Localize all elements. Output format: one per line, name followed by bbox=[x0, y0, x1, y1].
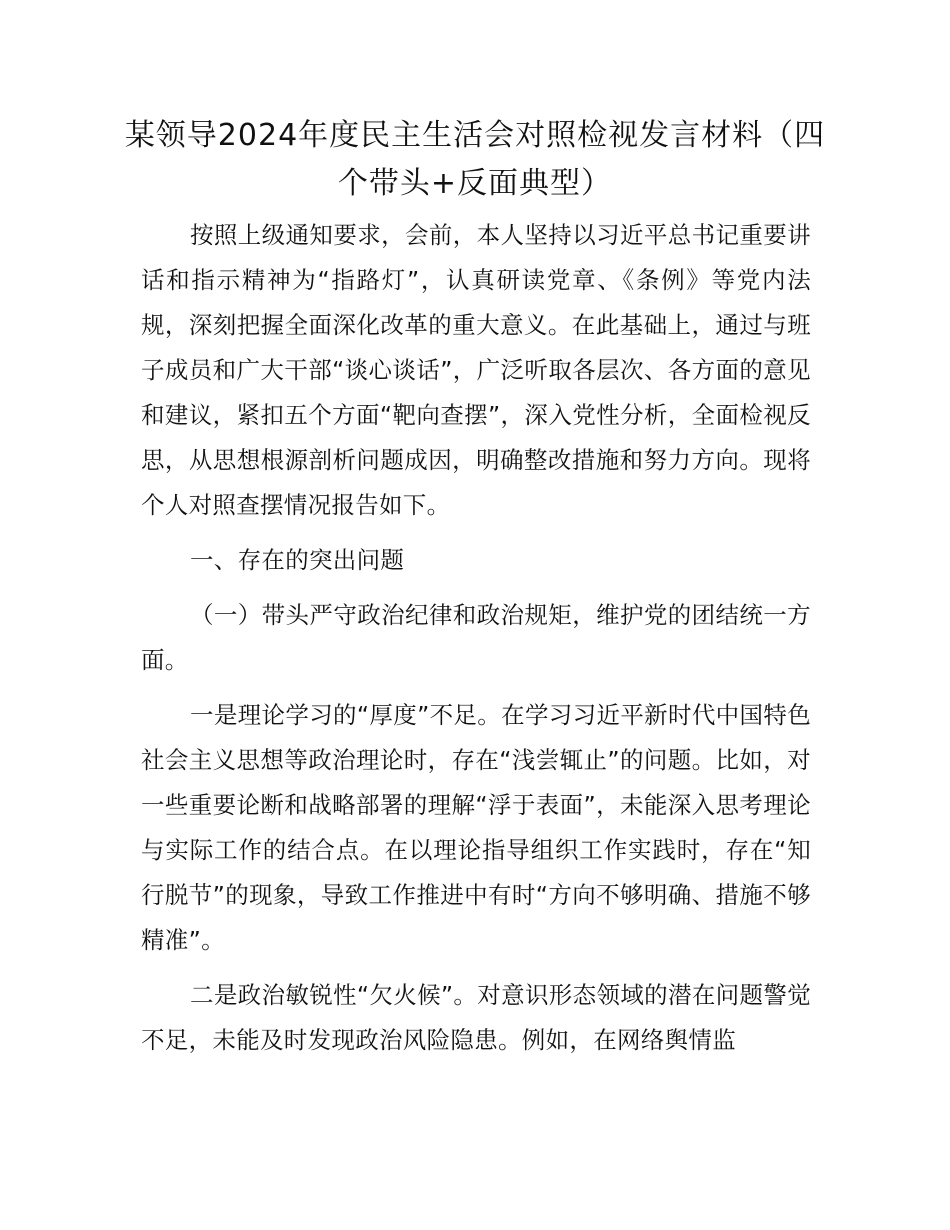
problem-paragraph-2: 二是政治敏锐性“欠火候”。对意识形态领域的潜在问题警觉不足，未能及时发现政治风险隐患。例如，在网络舆情监 bbox=[141, 981, 811, 1054]
problem-paragraph-1: 一是理论学习的“厚度”不足。在学习习近平新时代中国特色社会主义思想等政治理论时，存在“浅尝辄止”的问题。比如，对一些重要论断和战略部署的理解“浮于表面”，未能深入思考理论与实际工作的结合点。在以理论指导组织工作实践时，存在“知行脱节”的现象，导致工作推进中有时“方向不够明确、措施不够精准”。 bbox=[141, 701, 811, 954]
intro-paragraph: 按照上级通知要求，会前，本人坚持以习近平总书记重要讲话和指示精神为“指路灯”，认真研读党章、《条例》等党内法规，深刻把握全面深化改革的重大意义。在此基础上，通过与班子成员和广大干部“谈心谈话”，广泛听取各层次、各方面的意见和建议，紧扣五个方面“靶向查摆”，深入党性分析，全面检视反思，从思想根源剖析问题成因，明确整改措施和努力方向。现将个人对照查摆情况报告如下。 bbox=[141, 221, 811, 519]
document-body bbox=[141, 213, 811, 1073]
section-heading: 一、存在的突出问题 bbox=[190, 546, 405, 574]
subsection-heading: （一）带头严守政治纪律和政治规矩，维护党的团结统一方面。 bbox=[141, 601, 811, 674]
document-title: 某领导2024年度民主生活会对照检视发言材料（四个带头+反面典型） bbox=[124, 118, 826, 201]
